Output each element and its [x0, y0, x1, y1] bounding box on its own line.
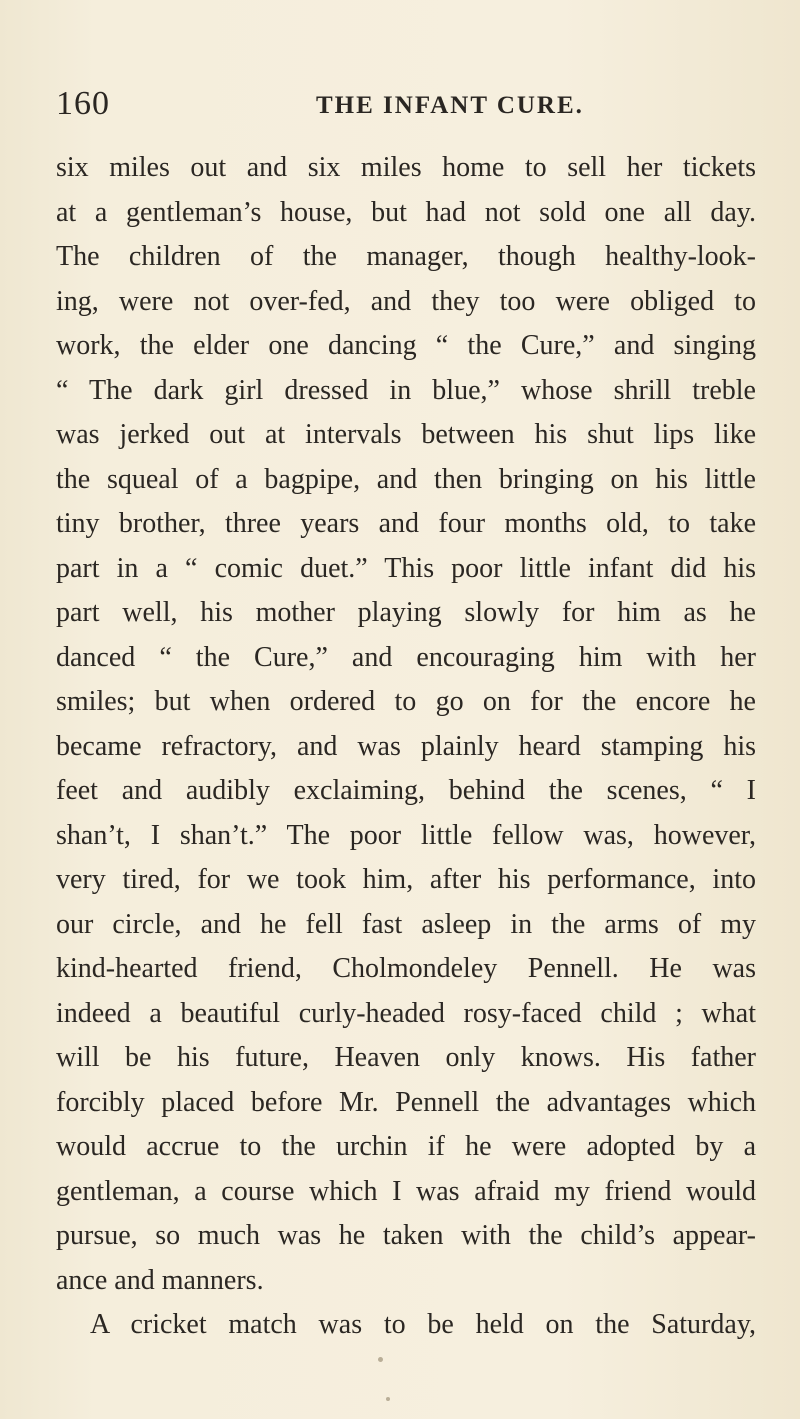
text-line: smiles; but when ordered to go on for the encore he [56, 686, 756, 717]
text-line: “ The dark girl dressed in blue,” whose shrill treble [56, 374, 756, 406]
page-number: 160 [56, 85, 110, 122]
text-line: ance and manners. [56, 1264, 264, 1296]
paper-speck [378, 1357, 383, 1362]
text-line: part in a “ comic duet.” This poor little infant did his [56, 552, 756, 584]
text-line: our circle, and he fell fast asleep in the arms of my [56, 908, 756, 940]
paper-speck [386, 1397, 390, 1401]
text-line: gentleman, a course which I was afraid my friend would [56, 1175, 756, 1207]
body-text [56, 146, 756, 1348]
text-line: forcibly placed before Mr. Pennell the advantages which [56, 1086, 756, 1118]
text-line: very tired, for we took him, after his performance, into [56, 864, 756, 895]
text-line: six miles out and six miles home to sell her tickets [56, 152, 756, 183]
text-line: kind-hearted friend, Cholmondeley Pennell. He was [56, 953, 756, 984]
text-line: would accrue to the urchin if he were adopted by a [56, 1131, 756, 1162]
text-line: the squeal of a bagpipe, and then bringing on his little [56, 463, 756, 495]
running-head [56, 84, 756, 124]
text-line: was jerked out at intervals between his shut lips like [56, 419, 756, 450]
text-line: part well, his mother playing slowly for him as he [56, 597, 756, 628]
text-line: shan’t, I shan’t.” The poor little fellow was, however, [56, 819, 756, 851]
text-line: tiny brother, three years and four months old, to take [56, 508, 756, 539]
text-line: indeed a beautiful curly-headed rosy-faced child ; what [56, 997, 756, 1029]
text-line: The children of the manager, though healthy-look- [56, 241, 756, 272]
text-line: at a gentleman’s house, but had not sold one all day. [56, 196, 756, 228]
text-line: pursue, so much was he taken with the child’s appear- [56, 1220, 756, 1251]
text-line: became refractory, and was plainly heard stamping his [56, 730, 756, 762]
text-line: work, the elder one dancing “ the Cure,” and singing [56, 330, 756, 361]
text-line: A cricket match was to be held on the Saturday, [90, 1309, 756, 1340]
running-title: THE INFANT CURE. [316, 92, 584, 119]
text-line: danced “ the Cure,” and encouraging him with her [56, 641, 756, 673]
text-line: feet and audibly exclaiming, behind the scenes, “ I [56, 775, 756, 806]
text-line: will be his future, Heaven only knows. His father [56, 1042, 756, 1073]
text-line: ing, were not over-fed, and they too were obliged to [56, 285, 756, 317]
